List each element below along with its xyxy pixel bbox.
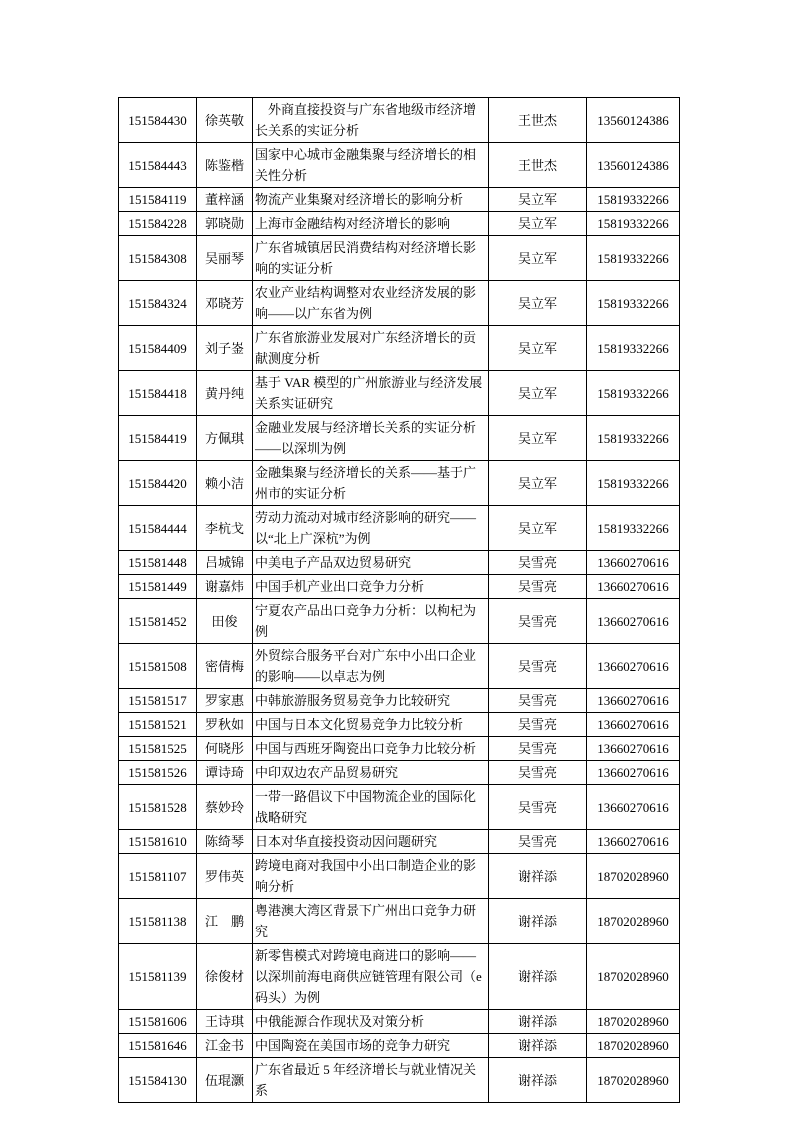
advisor-name-cell: 王世杰 xyxy=(489,143,587,188)
phone-number-cell: 18702028960 xyxy=(587,854,680,899)
thesis-title-cell: 物流产业集聚对经济增长的影响分析 xyxy=(253,188,489,212)
thesis-title-cell: 中俄能源合作现状及对策分析 xyxy=(253,1010,489,1034)
phone-number-cell: 13660270616 xyxy=(587,761,680,785)
student-id-cell: 151584409 xyxy=(119,326,197,371)
advisor-name-cell: 吴雪亮 xyxy=(489,689,587,713)
table-row xyxy=(119,506,680,551)
phone-number-cell: 13660270616 xyxy=(587,737,680,761)
phone-number-cell: 15819332266 xyxy=(587,236,680,281)
advisor-name-cell: 吴雪亮 xyxy=(489,761,587,785)
student-name-cell: 江金书 xyxy=(197,1034,253,1058)
phone-number-cell: 18702028960 xyxy=(587,899,680,944)
student-id-cell: 151581448 xyxy=(119,551,197,575)
student-id-cell: 151584324 xyxy=(119,281,197,326)
advisor-name-cell: 吴雪亮 xyxy=(489,644,587,689)
table-row xyxy=(119,713,680,737)
phone-number-cell: 15819332266 xyxy=(587,188,680,212)
table-row xyxy=(119,785,680,830)
table-row xyxy=(119,371,680,416)
student-id-cell: 151581606 xyxy=(119,1010,197,1034)
table-row xyxy=(119,416,680,461)
student-name-cell: 邓晓芳 xyxy=(197,281,253,326)
table-row xyxy=(119,575,680,599)
thesis-title-cell: 金融业发展与经济增长关系的实证分析——以深圳为例 xyxy=(253,416,489,461)
student-name-cell: 吴丽琴 xyxy=(197,236,253,281)
thesis-title-cell: 农业产业结构调整对农业经济发展的影响——以广东省为例 xyxy=(253,281,489,326)
phone-number-cell: 18702028960 xyxy=(587,1058,680,1103)
student-id-cell: 151584444 xyxy=(119,506,197,551)
thesis-title-cell: 广东省旅游业发展对广东经济增长的贡献测度分析 xyxy=(253,326,489,371)
student-name-cell: 方佩琪 xyxy=(197,416,253,461)
thesis-title-cell: 基于 VAR 模型的广州旅游业与经济发展关系实证研究 xyxy=(253,371,489,416)
student-name-cell: 刘子崟 xyxy=(197,326,253,371)
advisor-name-cell: 吴雪亮 xyxy=(489,737,587,761)
thesis-title-cell: 宁夏农产品出口竞争力分析：以枸杞为例 xyxy=(253,599,489,644)
advisor-name-cell: 谢祥添 xyxy=(489,1034,587,1058)
student-id-cell: 151584418 xyxy=(119,371,197,416)
thesis-title-cell: 一带一路倡议下中国物流企业的国际化战略研究 xyxy=(253,785,489,830)
thesis-title-cell: 国家中心城市金融集聚与经济增长的相关性分析 xyxy=(253,143,489,188)
thesis-title-cell: 日本对华直接投资动因问题研究 xyxy=(253,830,489,854)
table-row xyxy=(119,212,680,236)
student-id-cell: 151581449 xyxy=(119,575,197,599)
phone-number-cell: 13660270616 xyxy=(587,575,680,599)
student-id-cell: 151581646 xyxy=(119,1034,197,1058)
advisor-name-cell: 吴立军 xyxy=(489,281,587,326)
phone-number-cell: 13660270616 xyxy=(587,830,680,854)
table-row xyxy=(119,899,680,944)
student-name-cell: 董梓涵 xyxy=(197,188,253,212)
phone-number-cell: 18702028960 xyxy=(587,1010,680,1034)
thesis-title-cell: 中国陶瓷在美国市场的竞争力研究 xyxy=(253,1034,489,1058)
student-id-cell: 151581526 xyxy=(119,761,197,785)
student-id-cell: 151584419 xyxy=(119,416,197,461)
phone-number-cell: 13660270616 xyxy=(587,689,680,713)
student-name-cell: 罗家惠 xyxy=(197,689,253,713)
student-id-cell: 151584420 xyxy=(119,461,197,506)
student-id-cell: 151581508 xyxy=(119,644,197,689)
advisor-name-cell: 谢祥添 xyxy=(489,899,587,944)
advisor-name-cell: 吴雪亮 xyxy=(489,830,587,854)
thesis-title-cell: 金融集聚与经济增长的关系——基于广州市的实证分析 xyxy=(253,461,489,506)
student-id-cell: 151581610 xyxy=(119,830,197,854)
phone-number-cell: 13660270616 xyxy=(587,713,680,737)
table-row xyxy=(119,1034,680,1058)
student-id-cell: 151581138 xyxy=(119,899,197,944)
table-row xyxy=(119,98,680,143)
table-row xyxy=(119,281,680,326)
phone-number-cell: 15819332266 xyxy=(587,326,680,371)
student-name-cell: 蔡妙玲 xyxy=(197,785,253,830)
phone-number-cell: 15819332266 xyxy=(587,461,680,506)
advisor-name-cell: 吴立军 xyxy=(489,212,587,236)
phone-number-cell: 13660270616 xyxy=(587,599,680,644)
phone-number-cell: 18702028960 xyxy=(587,944,680,1010)
advisor-name-cell: 吴雪亮 xyxy=(489,551,587,575)
thesis-title-cell: 广东省城镇居民消费结构对经济增长影响的实证分析 xyxy=(253,236,489,281)
table-row xyxy=(119,830,680,854)
student-id-cell: 151581525 xyxy=(119,737,197,761)
table-row xyxy=(119,551,680,575)
table-row xyxy=(119,644,680,689)
advisor-name-cell: 吴立军 xyxy=(489,461,587,506)
advisor-name-cell: 王世杰 xyxy=(489,98,587,143)
thesis-title-cell: 上海市金融结构对经济增长的影响 xyxy=(253,212,489,236)
advisor-name-cell: 吴雪亮 xyxy=(489,599,587,644)
advisor-name-cell: 吴立军 xyxy=(489,236,587,281)
student-id-cell: 151581452 xyxy=(119,599,197,644)
advisor-name-cell: 谢祥添 xyxy=(489,944,587,1010)
phone-number-cell: 15819332266 xyxy=(587,371,680,416)
advisor-name-cell: 吴雪亮 xyxy=(489,713,587,737)
thesis-title-cell: 中印双边农产品贸易研究 xyxy=(253,761,489,785)
table-row xyxy=(119,737,680,761)
student-name-cell: 江 鹏 xyxy=(197,899,253,944)
phone-number-cell: 13560124386 xyxy=(587,143,680,188)
advisor-name-cell: 吴立军 xyxy=(489,188,587,212)
student-id-cell: 151584430 xyxy=(119,98,197,143)
thesis-title-cell: 中美电子产品双边贸易研究 xyxy=(253,551,489,575)
student-id-cell: 151581528 xyxy=(119,785,197,830)
table-row xyxy=(119,854,680,899)
table-row xyxy=(119,188,680,212)
thesis-title-cell: 新零售模式对跨境电商进口的影响——以深圳前海电商供应链管理有限公司（e 码头）为例 xyxy=(253,944,489,1010)
student-id-cell: 151584443 xyxy=(119,143,197,188)
student-name-cell: 田俊 xyxy=(197,599,253,644)
student-name-cell: 陈鉴楷 xyxy=(197,143,253,188)
advisor-name-cell: 吴立军 xyxy=(489,326,587,371)
student-name-cell: 罗秋如 xyxy=(197,713,253,737)
student-id-cell: 151584228 xyxy=(119,212,197,236)
thesis-title-cell: 粤港澳大湾区背景下广州出口竞争力研究 xyxy=(253,899,489,944)
thesis-title-cell: 外商直接投资与广东省地级市经济增长关系的实证分析 xyxy=(253,98,489,143)
advisor-name-cell: 谢祥添 xyxy=(489,1058,587,1103)
table-row xyxy=(119,461,680,506)
advisor-name-cell: 吴立军 xyxy=(489,371,587,416)
student-id-cell: 151581517 xyxy=(119,689,197,713)
phone-number-cell: 13660270616 xyxy=(587,551,680,575)
student-id-cell: 151581139 xyxy=(119,944,197,1010)
student-name-cell: 郭晓勋 xyxy=(197,212,253,236)
advisor-name-cell: 吴雪亮 xyxy=(489,785,587,830)
student-name-cell: 徐英敬 xyxy=(197,98,253,143)
thesis-assignment-table xyxy=(118,97,680,1103)
student-id-cell: 151581107 xyxy=(119,854,197,899)
student-name-cell: 伍琨灏 xyxy=(197,1058,253,1103)
student-name-cell: 谢嘉炜 xyxy=(197,575,253,599)
student-name-cell: 陈绮琴 xyxy=(197,830,253,854)
thesis-title-cell: 中国与日本文化贸易竞争力比较分析 xyxy=(253,713,489,737)
phone-number-cell: 15819332266 xyxy=(587,416,680,461)
table-row xyxy=(119,143,680,188)
student-name-cell: 何晓彤 xyxy=(197,737,253,761)
thesis-title-cell: 中国与西班牙陶瓷出口竞争力比较分析 xyxy=(253,737,489,761)
table-row xyxy=(119,1058,680,1103)
student-name-cell: 谭诗琦 xyxy=(197,761,253,785)
student-name-cell: 李杭戈 xyxy=(197,506,253,551)
student-name-cell: 密倩梅 xyxy=(197,644,253,689)
thesis-title-cell: 跨境电商对我国中小出口制造企业的影响分析 xyxy=(253,854,489,899)
student-name-cell: 徐俊材 xyxy=(197,944,253,1010)
thesis-title-cell: 外贸综合服务平台对广东中小出口企业的影响——以卓志为例 xyxy=(253,644,489,689)
student-id-cell: 151584130 xyxy=(119,1058,197,1103)
student-name-cell: 黄丹纯 xyxy=(197,371,253,416)
phone-number-cell: 15819332266 xyxy=(587,212,680,236)
table-row xyxy=(119,326,680,371)
student-name-cell: 赖小洁 xyxy=(197,461,253,506)
table-row xyxy=(119,236,680,281)
thesis-title-cell: 劳动力流动对城市经济影响的研究——以“北上广深杭”为例 xyxy=(253,506,489,551)
table-row xyxy=(119,1010,680,1034)
student-id-cell: 151581521 xyxy=(119,713,197,737)
student-id-cell: 151584119 xyxy=(119,188,197,212)
student-name-cell: 罗伟英 xyxy=(197,854,253,899)
table-row xyxy=(119,944,680,1010)
table-row xyxy=(119,689,680,713)
thesis-title-cell: 中国手机产业出口竞争力分析 xyxy=(253,575,489,599)
advisor-name-cell: 吴雪亮 xyxy=(489,575,587,599)
phone-number-cell: 13560124386 xyxy=(587,98,680,143)
thesis-title-cell: 广东省最近 5 年经济增长与就业情况关系 xyxy=(253,1058,489,1103)
advisor-name-cell: 吴立军 xyxy=(489,416,587,461)
phone-number-cell: 15819332266 xyxy=(587,506,680,551)
advisor-name-cell: 谢祥添 xyxy=(489,854,587,899)
table-row xyxy=(119,761,680,785)
student-id-cell: 151584308 xyxy=(119,236,197,281)
table-row xyxy=(119,599,680,644)
advisor-name-cell: 谢祥添 xyxy=(489,1010,587,1034)
phone-number-cell: 13660270616 xyxy=(587,785,680,830)
student-name-cell: 吕城锦 xyxy=(197,551,253,575)
advisor-name-cell: 吴立军 xyxy=(489,506,587,551)
phone-number-cell: 15819332266 xyxy=(587,281,680,326)
table-body xyxy=(119,98,680,1103)
phone-number-cell: 18702028960 xyxy=(587,1034,680,1058)
student-name-cell: 王诗琪 xyxy=(197,1010,253,1034)
thesis-title-cell: 中韩旅游服务贸易竞争力比较研究 xyxy=(253,689,489,713)
phone-number-cell: 13660270616 xyxy=(587,644,680,689)
